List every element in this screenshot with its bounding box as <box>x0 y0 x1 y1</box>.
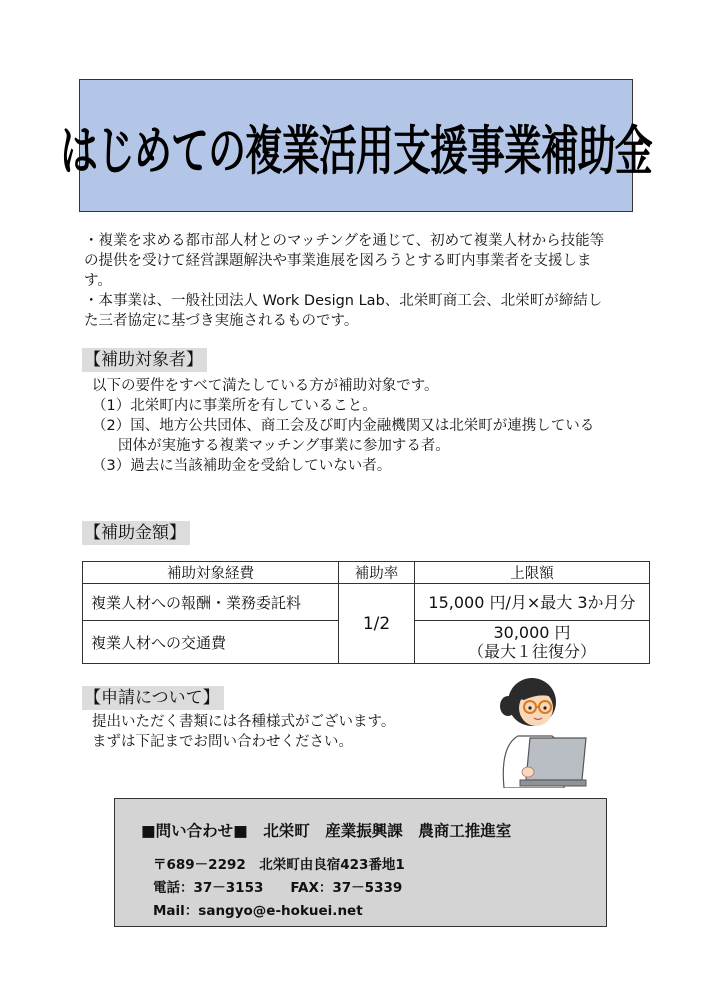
amount-section <box>82 521 190 545</box>
intro-line: ・本事業は、一般社団法人 Work Design Lab、北栄町商工会、北栄町が締結し <box>84 293 603 309</box>
target-line: （1）北栄町内に事業所を有していること。 <box>92 398 377 414</box>
target-line: 以下の要件をすべて満たしている方が補助対象です。 <box>92 378 439 394</box>
target-section <box>82 348 207 372</box>
row-rate: 1/2 <box>339 584 415 664</box>
intro-text <box>84 231 634 331</box>
table-row <box>83 584 650 621</box>
apply-heading: 【申請について】 <box>82 686 224 710</box>
contact-address: 〒689－2292 北栄町由良宿423番地1 <box>153 857 405 873</box>
contact-heading: ■問い合わせ■ 北栄町 産業振興課 農商工推進室 <box>141 822 512 840</box>
target-line: （2）国、地方公共団体、商工会及び町内金融機関又は北栄町が連携している <box>92 418 595 434</box>
target-heading: 【補助対象者】 <box>82 348 207 372</box>
row-item: 複業人材への報酬・業務委託料 <box>83 584 339 621</box>
apply-section <box>82 686 224 710</box>
contact-mail: Mail：sangyo@e-hokuei.net <box>153 903 363 919</box>
row-limit: 15,000 円/月×最大 3か月分 <box>415 584 650 621</box>
table-header-row <box>83 562 650 584</box>
header-rate: 補助率 <box>339 562 415 584</box>
header-item: 補助対象経費 <box>83 562 339 584</box>
intro-line: た三者協定に基づき実施されるものです。 <box>84 313 359 329</box>
row-item: 複業人材への交通費 <box>83 621 339 664</box>
target-line: （3）過去に当該補助金を受給していない者。 <box>92 458 392 474</box>
intro-line: す。 <box>84 273 112 289</box>
apply-list <box>92 712 395 752</box>
apply-line: まずは下記までお問い合わせください。 <box>92 734 353 750</box>
title-banner <box>60 79 652 212</box>
row-limit: 30,000 円 <box>493 623 571 642</box>
target-line: 団体が実施する複業マッチング事業に参加する者。 <box>118 438 450 454</box>
target-list <box>92 376 594 476</box>
header-limit: 上限額 <box>415 562 650 584</box>
amount-heading: 【補助金額】 <box>82 521 190 545</box>
apply-line: 提出いただく書類には各種様式がございます。 <box>92 714 396 730</box>
row-limit-cell <box>415 621 650 664</box>
contact-box <box>114 798 607 927</box>
intro-line: ・複業を求める都市部人材とのマッチングを通じて、初めて複業人材から技能等 <box>84 233 605 249</box>
intro-line: の提供を受けて経営課題解決や事業進展を図ろうとする町内事業者を支援しま <box>84 253 592 269</box>
woman-with-laptop-illustration <box>494 676 592 788</box>
page-title: はじめての複業活用支援事業補助金 <box>60 120 652 182</box>
contact-phone: 電話：37－3153 FAX：37－5339 <box>153 880 403 896</box>
row-limit-note: （最大１往復分） <box>467 642 596 661</box>
subsidy-table <box>82 561 650 664</box>
